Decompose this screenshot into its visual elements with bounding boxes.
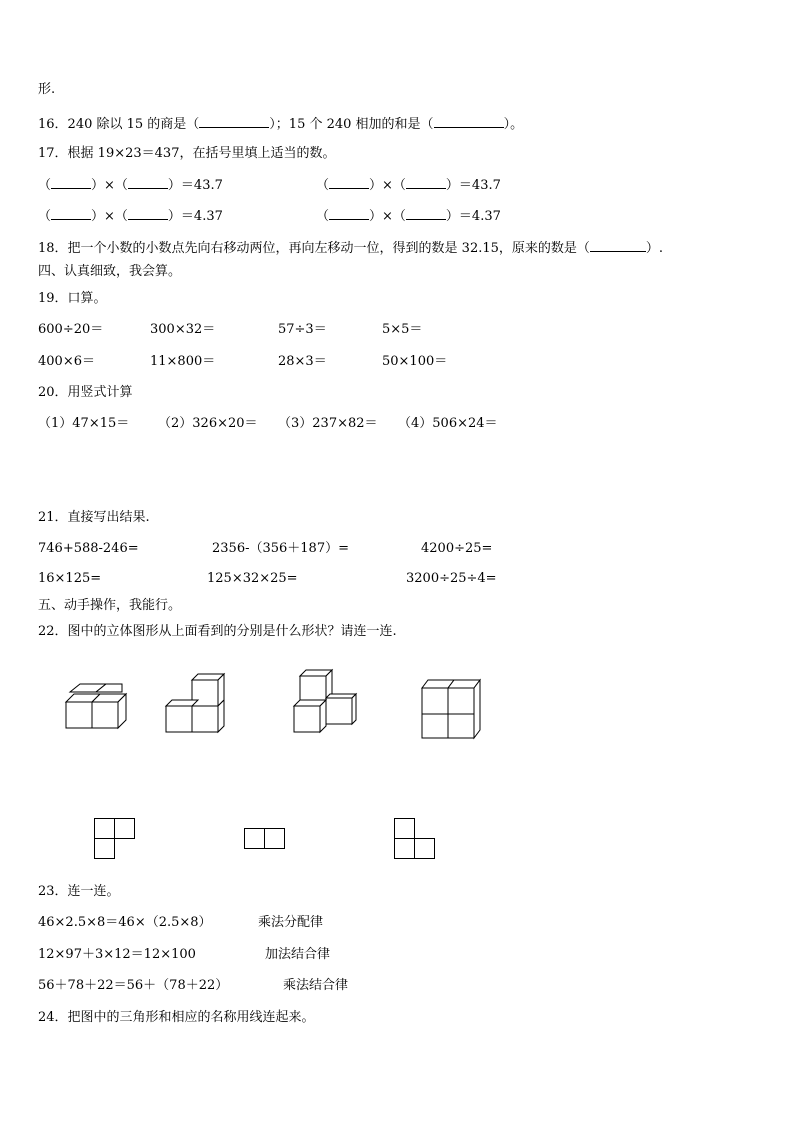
- question-18: 18．把一个小数的小数点先向右移动两位，再向左移动一位，得到的数是 32.15，原来的数是（ ）.: [38, 241, 664, 256]
- top-view-3[interactable]: [394, 818, 436, 860]
- question-20: 20．用竖式计算: [38, 385, 133, 400]
- q17-blank[interactable]: [406, 177, 446, 189]
- q19-item: 300×32＝: [150, 322, 216, 337]
- q23-expression[interactable]: 56＋78＋22＝56＋（78＋22）: [38, 978, 229, 993]
- q19-item: 11×800＝: [150, 354, 216, 369]
- q19-item: 400×6＝: [38, 354, 95, 369]
- question-19: 19．口算。: [38, 291, 107, 306]
- q17-row-2-left: （ ）×（ ）＝4.37: [38, 209, 223, 224]
- q21-item: 4200÷25=: [421, 541, 493, 556]
- q16-blank-2[interactable]: [434, 116, 504, 128]
- q21-item: 125×32×25=: [207, 571, 298, 586]
- question-21: 21．直接写出结果.: [38, 510, 150, 525]
- top-view-2[interactable]: [244, 828, 286, 850]
- q19-item: 600÷20＝: [38, 322, 104, 337]
- q21-item: 3200÷25÷4=: [406, 571, 497, 586]
- q19-item: 50×100＝: [382, 354, 448, 369]
- q21-item: 2356-（356＋187）=: [212, 541, 349, 556]
- q17-blank[interactable]: [128, 208, 168, 220]
- q23-expression[interactable]: 12×97＋3×12＝12×100: [38, 947, 196, 962]
- q19-item: 57÷3＝: [278, 322, 327, 337]
- q21-item: 16×125=: [38, 571, 102, 586]
- solid-figure-4[interactable]: [420, 678, 484, 740]
- q17-blank[interactable]: [406, 208, 446, 220]
- solid-figure-3[interactable]: [290, 666, 358, 734]
- q19-item: 5×5＝: [382, 322, 423, 337]
- q16-blank-1[interactable]: [199, 116, 269, 128]
- q18-blank[interactable]: [590, 240, 646, 252]
- solid-figure-2[interactable]: [164, 670, 230, 736]
- q17-blank[interactable]: [329, 177, 369, 189]
- q23-expression[interactable]: 46×2.5×8＝46×（2.5×8）: [38, 915, 212, 930]
- q17-blank[interactable]: [51, 208, 91, 220]
- q20-item: （4）506×24＝: [398, 416, 498, 431]
- q16-text-a: 16．240 除以 15 的商是（: [38, 117, 200, 132]
- q19-item: 28×3＝: [278, 354, 327, 369]
- q20-item: （2）326×20＝: [158, 416, 258, 431]
- solid-figure-1[interactable]: [62, 684, 130, 732]
- q17-blank[interactable]: [329, 208, 369, 220]
- question-16: [38, 116, 523, 133]
- q17-blank[interactable]: [128, 177, 168, 189]
- q17-row-1-left: （ ）×（ ）＝43.7: [38, 178, 223, 193]
- question-22: 22．图中的立体图形从上面看到的分别是什么形状？请连一连.: [38, 624, 397, 639]
- q20-item: （1）47×15＝: [38, 416, 130, 431]
- question-23: 23．连一连。: [38, 884, 120, 899]
- q17-row-1-right: （ ）×（ ）＝43.7: [316, 178, 501, 193]
- q23-law[interactable]: 乘法分配律: [258, 915, 324, 930]
- q17-blank[interactable]: [51, 177, 91, 189]
- q23-law[interactable]: 加法结合律: [265, 947, 331, 962]
- question-17: 17．根据 19×23＝437，在括号里填上适当的数。: [38, 146, 336, 161]
- q21-item: 746+588-246=: [38, 541, 139, 556]
- top-view-1[interactable]: [94, 818, 136, 860]
- continuation-text: 形.: [38, 82, 56, 97]
- q17-row-2-right: （ ）×（ ）＝4.37: [316, 209, 501, 224]
- q16-text-c: ）。: [503, 117, 524, 132]
- q20-item: （3）237×82＝: [278, 416, 378, 431]
- section-5-heading: 五、动手操作，我能行。: [38, 598, 182, 613]
- q16-text-b: ）；15 个 240 相加的和是（: [269, 117, 434, 132]
- q23-law[interactable]: 乘法结合律: [283, 978, 349, 993]
- section-4-heading: 四、认真细致，我会算。: [38, 264, 182, 279]
- question-24: 24．把图中的三角形和相应的名称用线连起来。: [38, 1010, 315, 1025]
